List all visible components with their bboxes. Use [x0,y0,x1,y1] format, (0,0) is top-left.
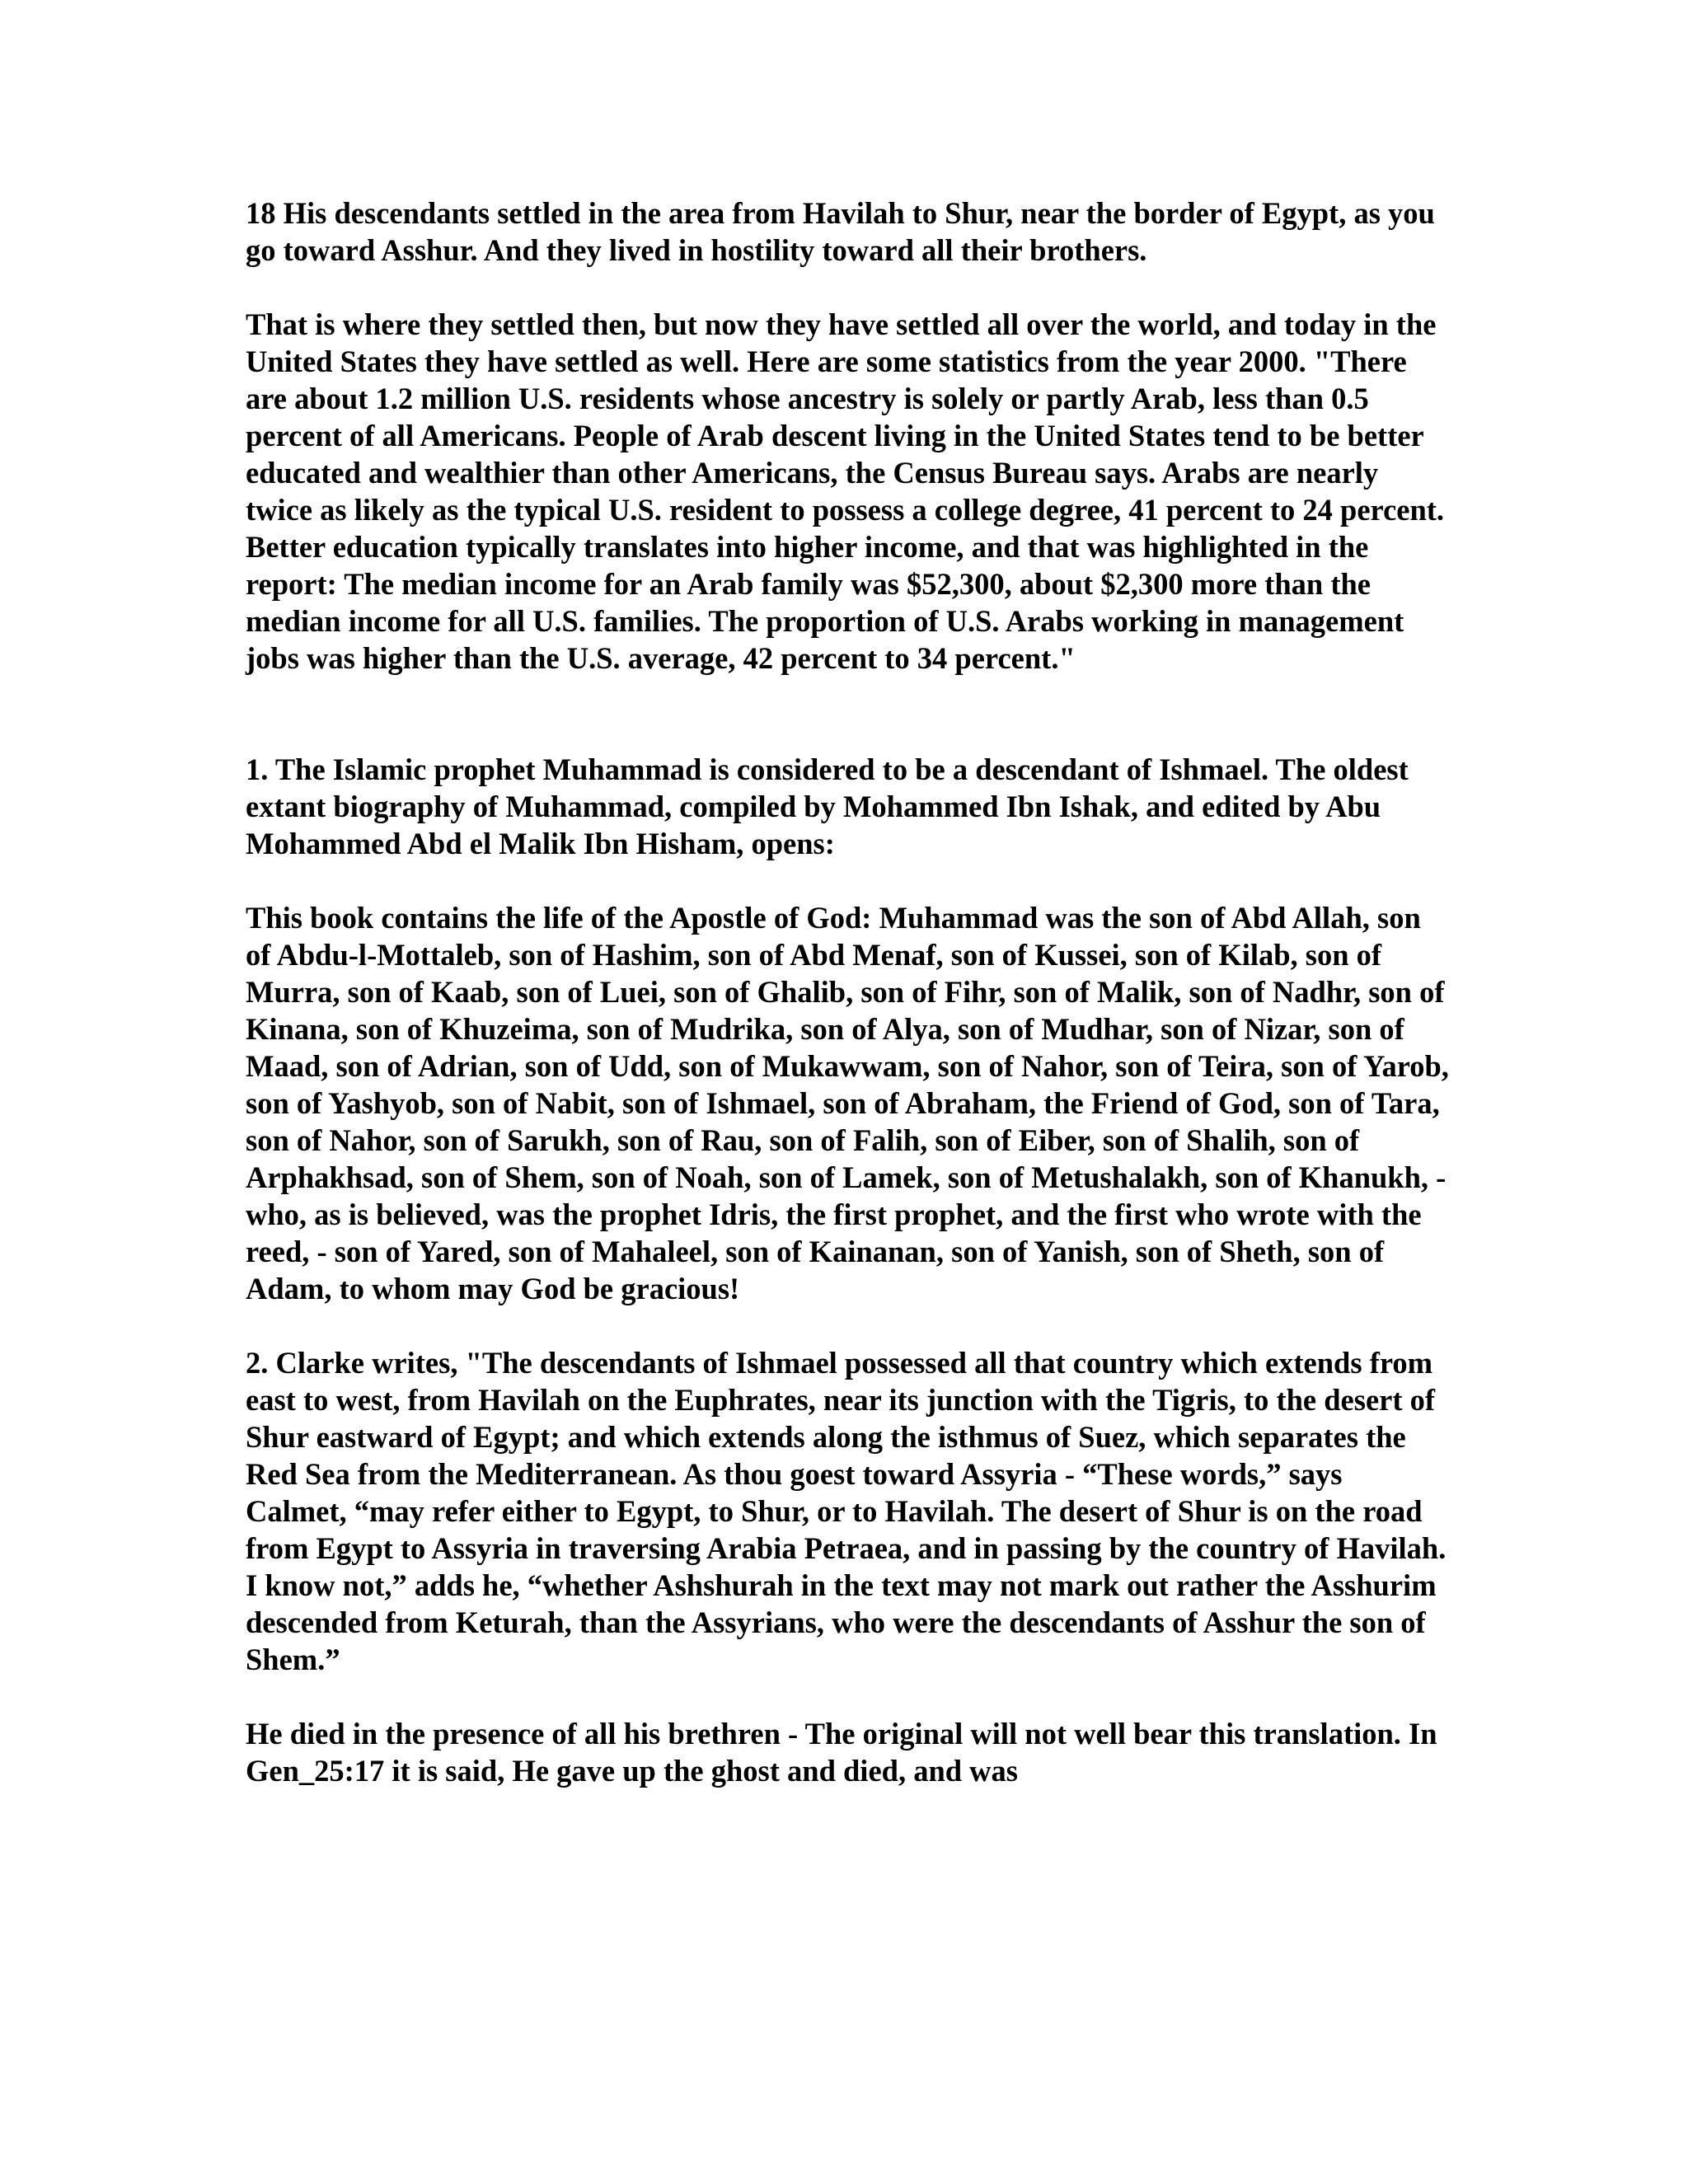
census-statistics-paragraph: That is where they settled then, but now they have settled all over the world, and today in the United States they have settled as well. Here are some statistics from the year 2000. "There are about 1.2 million U.S. residents whose ancestry is solely or partly Arab, less than 0.5 percent of all Americans. People of Arab descent living in the United States tend to be better educated and wealthier than other Americans, the Census Bureau says. Arabs are nearly twice as likely as the typical U.S. resident to possess a college degree, 41 percent to 24 percent. Better education typically translates into higher income, and that was highlighted in the report: The median income for an Arab family was $52,300, about $2,300 more than the median income for all U.S. families. The proportion of U.S. Arabs working in management jobs was higher than the U.S. average, 42 percent to 34 percent." [246,307,1445,675]
verse-18-paragraph: 18 His descendants settled in the area from Havilah to Shur, near the border of Egypt, as you go toward Asshur. And they lived in hostility toward all their brothers. [246,196,1435,267]
note-1-paragraph: 1. The Islamic prophet Muhammad is considered to be a descendant of Ishmael. The oldest extant biography of Muhammad, compiled by Mohammed Ibn Ishak, and edited by Abu Mohammed Abd el Malik Ibn Hisham, opens: [246,752,1409,860]
note-2-clarke-paragraph: 2. Clarke writes, "The descendants of Ishmael possessed all that country which extends from east to west, from Havilah on the Euphrates, near its junction with the Tigris, to the desert of Shur eastward of Egypt; and which extends along the isthmus of Suez, which separates the Red Sea from the Mediterranean. As thou goest toward Assyria - “These words,” says Calmet, “may refer either to Egypt, to Shur, or to Havilah. The desert of Shur is on the road from Egypt to Assyria in traversing Arabia Petraea, and in passing by the country of Havilah. I know not,” adds he, “whether Ashshurah in the text may not mark out rather the Asshurim descended from Keturah, than the Assyrians, who were the descendants of Asshur the son of Shem.” [246,1346,1447,1676]
brethren-paragraph: He died in the presence of all his brethren - The original will not well bear this translation. In Gen_25:17 it is said, He gave up the ghost and died, and was [246,1717,1437,1788]
genealogy-paragraph: This book contains the life of the Apostle of God: Muhammad was the son of Abd Allah, son of Abdu-l-Mottaleb, son of Hashim, son of Abd Menaf, son of Kussei, son of Kilab, son of Murra, son of Kaab, son of Luei, son of Ghalib, son of Fihr, son of Malik, son of Nadhr, son of Kinana, son of Khuzeima, son of Mudrika, son of Alya, son of Mudhar, son of Nizar, son of Maad, son of Adrian, son of Udd, son of Mukawwam, son of Nahor, son of Teira, son of Yarob, son of Yashyob, son of Nabit, son of Ishmael, son of Abraham, the Friend of God, son of Tara, son of Nahor, son of Sarukh, son of Rau, son of Falih, son of Eiber, son of Shalih, son of Arphakhsad, son of Shem, son of Noah, son of Lamek, son of Metushalakh, son of Khanukh, - who, as is believed, was the prophet Idris, the first prophet, and the first who wrote with the reed, - son of Yared, son of Mahaleel, son of Kainanan, son of Yanish, son of Sheth, son of Adam, to whom may God be gracious! [246,901,1449,1305]
document-body [246,194,1449,1789]
